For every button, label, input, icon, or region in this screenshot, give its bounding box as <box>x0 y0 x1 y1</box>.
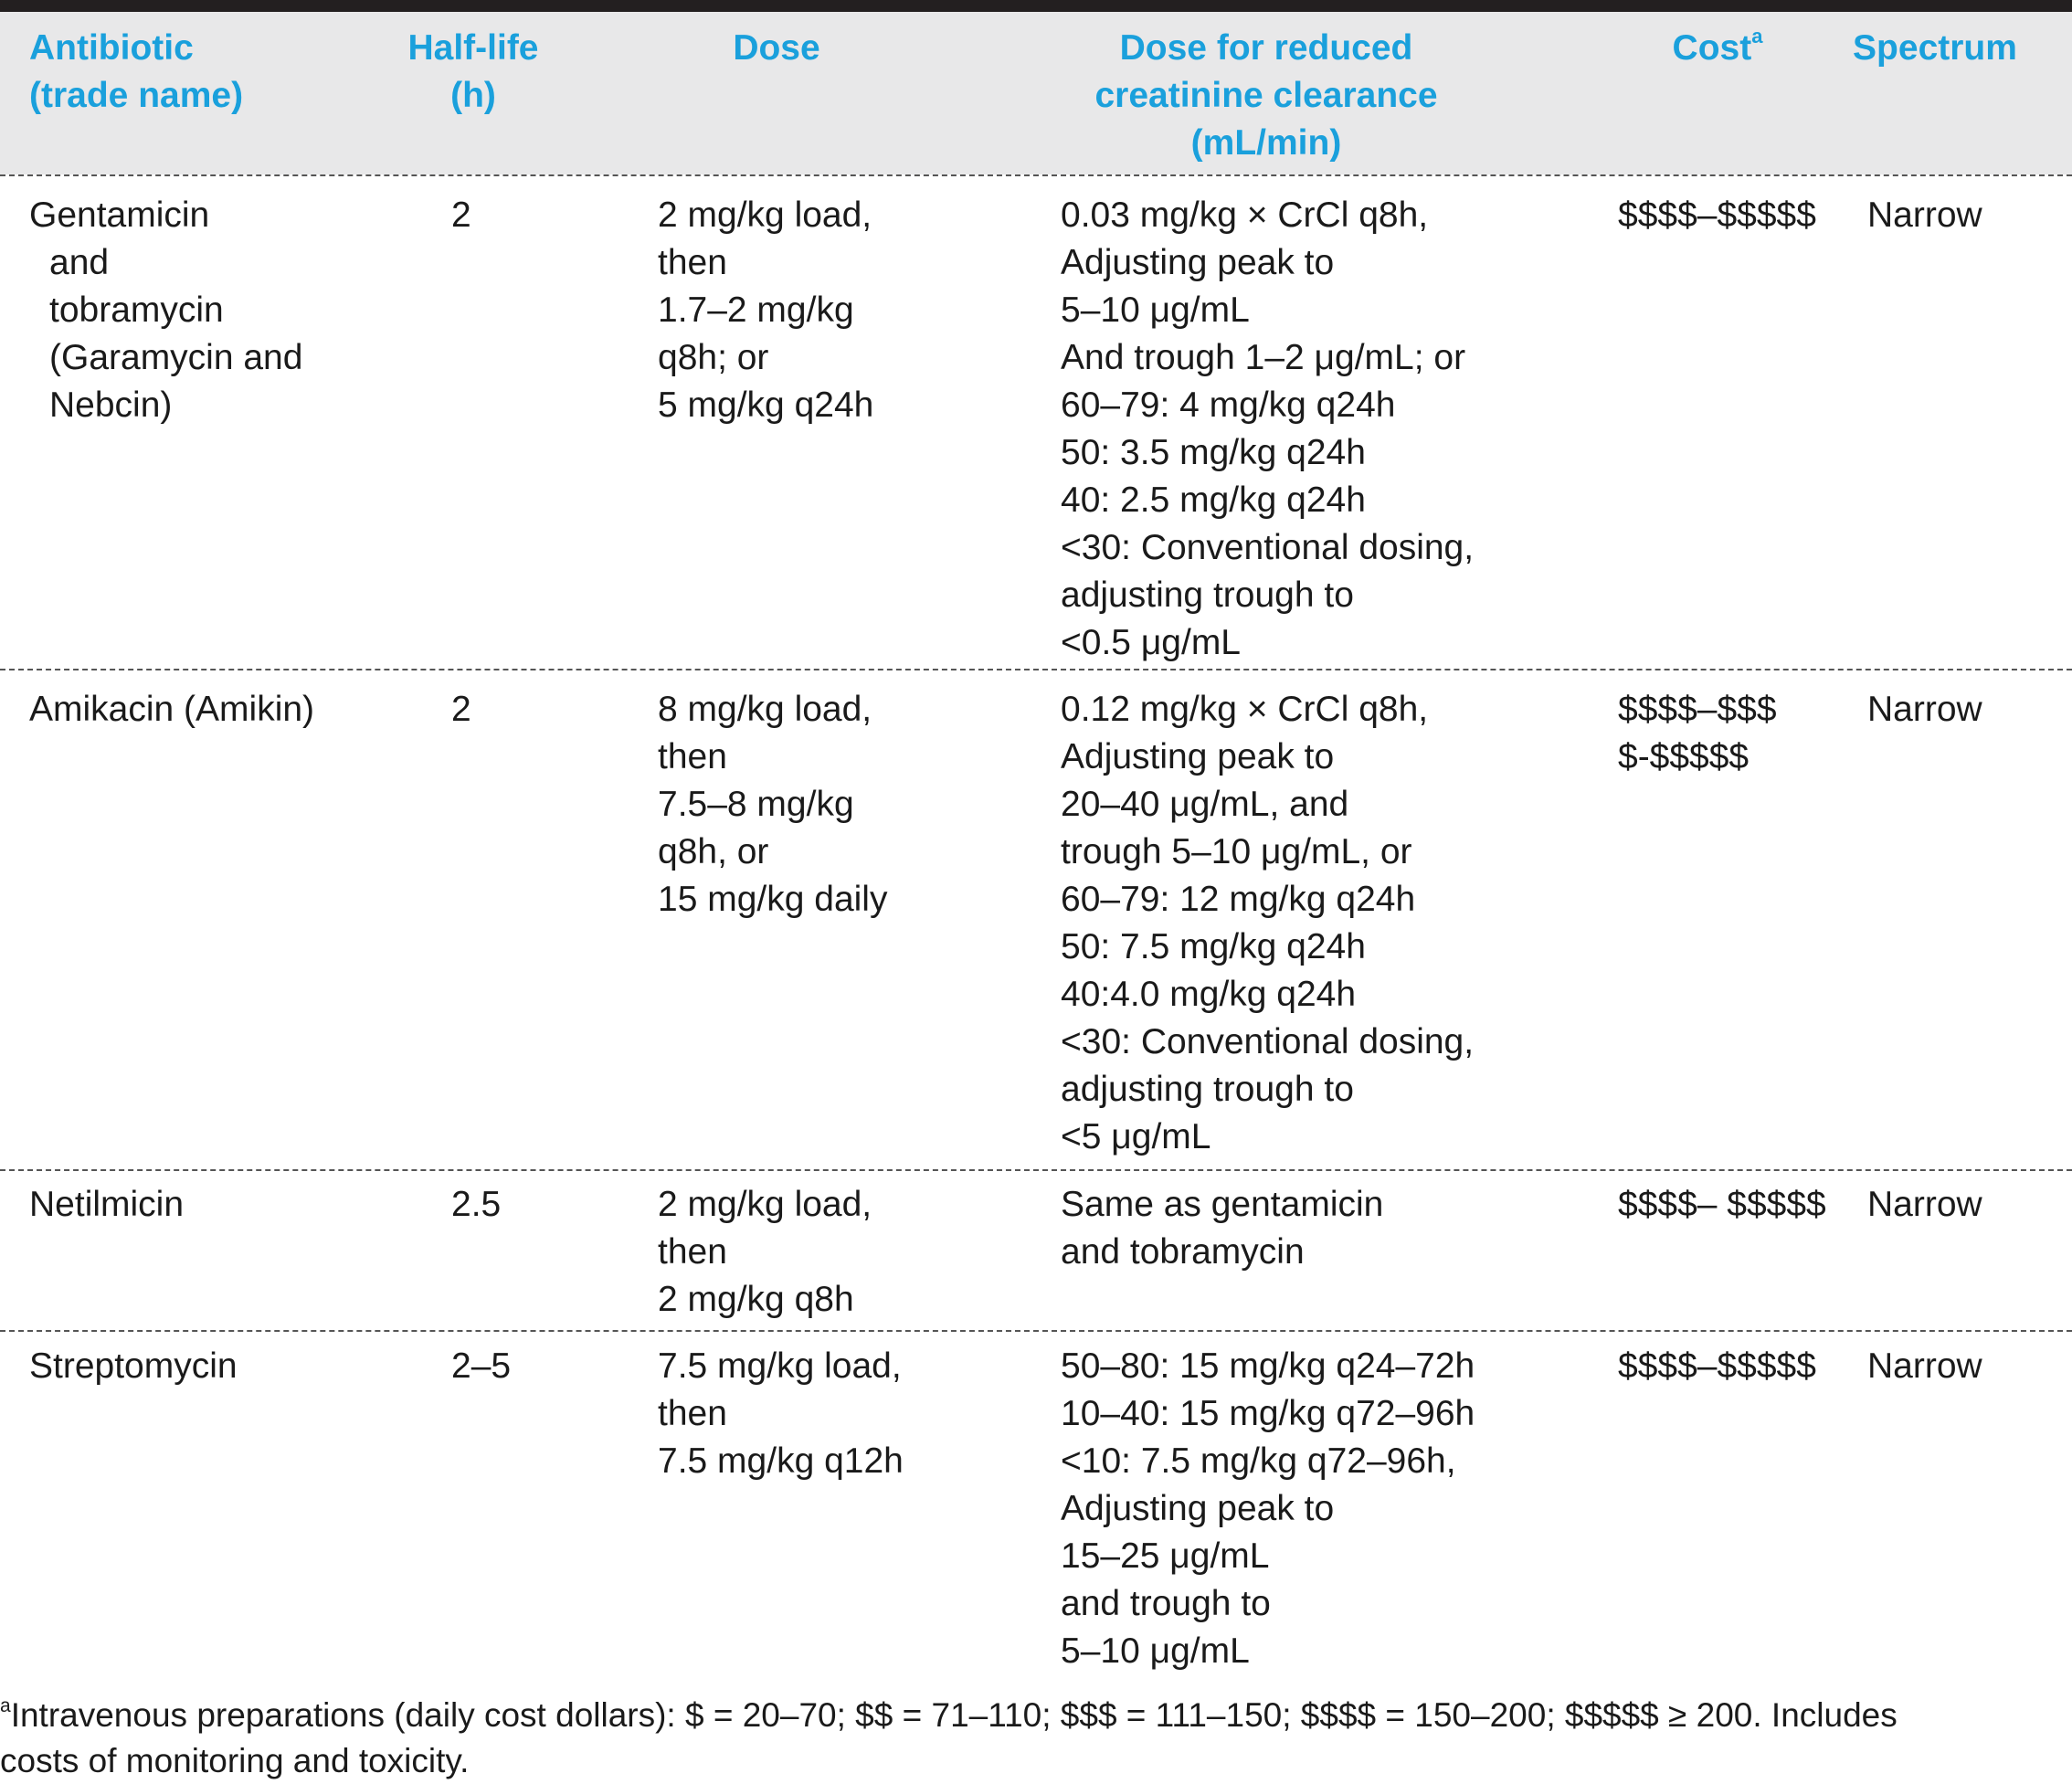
cell-half-life <box>451 1181 501 1229</box>
top-rule <box>0 0 2072 12</box>
header-dose-line: Dose <box>733 28 820 68</box>
cell-half-life <box>451 192 471 239</box>
cell-line: 0.12 mg/kg × CrCl q8h, <box>1061 690 1429 729</box>
cell-line: 2 mg/kg load, <box>658 195 872 235</box>
cell-line: q8h, or <box>658 832 769 871</box>
header-cost-footnote-marker: a <box>1751 25 1763 48</box>
header-half-life <box>365 25 581 120</box>
cell-dose <box>658 686 887 924</box>
cell-line: Narrow <box>1867 690 1982 729</box>
cell-line: <10: 7.5 mg/kg q72–96h, <box>1061 1441 1456 1481</box>
header-antibiotic-line: (trade name) <box>29 76 244 115</box>
cell-line: <30: Conventional dosing, <box>1061 1022 1475 1061</box>
cell-line: 7.5 mg/kg q12h <box>658 1441 904 1481</box>
cell-line: 2 mg/kg q8h <box>658 1280 854 1319</box>
header-antibiotic-line: Antibiotic <box>29 28 194 68</box>
divider-row <box>0 669 2072 670</box>
table-row <box>0 1181 2072 1327</box>
header-half-life-line: Half-life <box>407 28 539 68</box>
cell-line: adjusting trough to <box>1061 1070 1354 1109</box>
cell-line: $-$$$$$ <box>1618 737 1750 776</box>
header-antibiotic <box>29 25 243 120</box>
table-row <box>0 686 2072 1161</box>
cell-spectrum <box>1867 686 1982 734</box>
cell-line: 50: 3.5 mg/kg q24h <box>1061 433 1366 472</box>
cell-line: 2 mg/kg load, <box>658 1185 872 1224</box>
cell-line: 2.5 <box>451 1185 502 1224</box>
cell-line: $$$$–$$$$$ <box>1618 195 1816 235</box>
cell-line: 0.03 mg/kg × CrCl q8h, <box>1061 195 1429 235</box>
cell-line: 10–40: 15 mg/kg q72–96h <box>1061 1394 1475 1433</box>
cell-line: 50: 7.5 mg/kg q24h <box>1061 927 1366 966</box>
cell-half-life <box>451 686 471 734</box>
header-cost-label: Cost <box>1672 28 1752 68</box>
table-footnote <box>0 1693 2072 1784</box>
cell-line: 60–79: 12 mg/kg q24h <box>1061 880 1416 919</box>
cell-cost <box>1618 1181 1826 1229</box>
header-cost-line <box>1626 25 1809 72</box>
cell-line: then <box>658 737 727 776</box>
divider-row <box>0 1330 2072 1332</box>
cell-cost <box>1618 1343 1816 1390</box>
cell-line: trough 5–10 μg/mL, or <box>1061 832 1412 871</box>
cell-line: 5–10 μg/mL <box>1061 290 1250 330</box>
header-reduced-dose <box>1038 25 1495 167</box>
header-half-life-line: (h) <box>450 76 496 115</box>
footnote-line <box>0 1693 2072 1738</box>
cell-line: then <box>658 1232 727 1272</box>
cell-line: and tobramycin <box>1061 1232 1305 1272</box>
cell-line: <0.5 μg/mL <box>1061 623 1241 662</box>
cell-line: 60–79: 4 mg/kg q24h <box>1061 385 1396 425</box>
cell-line: q8h; or <box>658 338 769 377</box>
cell-line: 5–10 μg/mL <box>1061 1631 1250 1671</box>
cell-reduced-dose <box>1061 192 1474 667</box>
cell-line: Adjusting peak to <box>1061 243 1335 282</box>
cell-line: adjusting trough to <box>1061 575 1354 615</box>
table-row <box>0 192 2072 667</box>
cell-line: then <box>658 243 727 282</box>
cell-line: Gentamicin <box>29 195 210 235</box>
header-reduced-dose-line: creatinine clearance <box>1094 76 1438 115</box>
cell-line: Narrow <box>1867 195 1982 235</box>
table-row <box>0 1343 2072 1681</box>
footnote-line: costs of monitoring and toxicity. <box>0 1742 470 1779</box>
cell-line: and trough to <box>1061 1584 1271 1623</box>
cell-dose <box>658 1181 872 1324</box>
cell-line: Narrow <box>1867 1346 1982 1386</box>
cell-dose <box>658 1343 904 1485</box>
cell-line: $$$$– $$$$$ <box>1618 1185 1826 1224</box>
cell-reduced-dose <box>1061 686 1474 1161</box>
cell-antibiotic <box>29 192 302 429</box>
footnote-text: Intravenous preparations (daily cost dollars): $ = 20–70; $$ = 71–110; $$$ = 111–150; $$$$ = 150–200; $$$$$ ≥ 200. Includes <box>10 1696 1898 1734</box>
cell-line: 1.7–2 mg/kg <box>658 290 854 330</box>
header-reduced-dose-line: Dose for reduced <box>1119 28 1413 68</box>
cell-spectrum <box>1867 1181 1982 1229</box>
cell-line: Nebcin) <box>49 385 173 425</box>
cell-line: 40: 2.5 mg/kg q24h <box>1061 480 1366 520</box>
cell-line: 7.5–8 mg/kg <box>658 785 854 824</box>
cell-line: 40:4.0 mg/kg q24h <box>1061 975 1357 1014</box>
cell-dose <box>658 192 873 429</box>
cell-line: 15–25 μg/mL <box>1061 1536 1270 1576</box>
cell-reduced-dose <box>1061 1181 1383 1276</box>
cell-line: And trough 1–2 μg/mL; or <box>1061 338 1466 377</box>
header-spectrum-line: Spectrum <box>1853 28 2017 68</box>
cell-reduced-dose <box>1061 1343 1475 1675</box>
cell-line: $$$$–$$$$$ <box>1618 1346 1816 1386</box>
cell-line: Amikacin (Amikin) <box>29 690 315 729</box>
cell-line: 2 <box>451 690 471 729</box>
divider-header <box>0 174 2072 176</box>
cell-half-life <box>451 1343 511 1390</box>
cell-line: then <box>658 1394 727 1433</box>
cell-line: 7.5 mg/kg load, <box>658 1346 902 1386</box>
cell-cost <box>1618 686 1777 781</box>
cell-antibiotic <box>29 686 314 734</box>
cell-line: 15 mg/kg daily <box>658 880 888 919</box>
cell-spectrum <box>1867 192 1982 239</box>
cell-line: $$$$–$$$ <box>1618 690 1777 729</box>
cell-antibiotic <box>29 1343 238 1390</box>
cell-line: Same as gentamicin <box>1061 1185 1384 1224</box>
cell-line: 20–40 μg/mL, and <box>1061 785 1349 824</box>
cell-antibiotic <box>29 1181 184 1229</box>
cell-line: 50–80: 15 mg/kg q24–72h <box>1061 1346 1475 1386</box>
cell-line: Netilmicin <box>29 1185 185 1224</box>
footnote-marker: a <box>0 1695 11 1716</box>
cell-line: tobramycin <box>49 290 224 330</box>
cell-line: Streptomycin <box>29 1346 238 1386</box>
cell-line: 2–5 <box>451 1346 512 1386</box>
cell-spectrum <box>1867 1343 1982 1390</box>
cell-line: 5 mg/kg q24h <box>658 385 874 425</box>
cell-cost <box>1618 192 1816 239</box>
cell-line: Narrow <box>1867 1185 1982 1224</box>
cell-line: Adjusting peak to <box>1061 737 1335 776</box>
cell-line: (Garamycin and <box>49 338 303 377</box>
cell-line: <5 μg/mL <box>1061 1117 1211 1156</box>
header-dose <box>640 25 914 72</box>
header-cost <box>1626 25 1809 72</box>
cell-line: and <box>49 243 110 282</box>
cell-line: 8 mg/kg load, <box>658 690 872 729</box>
table-header <box>0 12 2072 174</box>
divider-row <box>0 1169 2072 1171</box>
cell-line: <30: Conventional dosing, <box>1061 528 1475 567</box>
header-spectrum <box>1827 25 2043 72</box>
header-reduced-dose-line: (mL/min) <box>1190 123 1342 163</box>
cell-line: Adjusting peak to <box>1061 1489 1335 1528</box>
cell-line: 2 <box>451 195 471 235</box>
